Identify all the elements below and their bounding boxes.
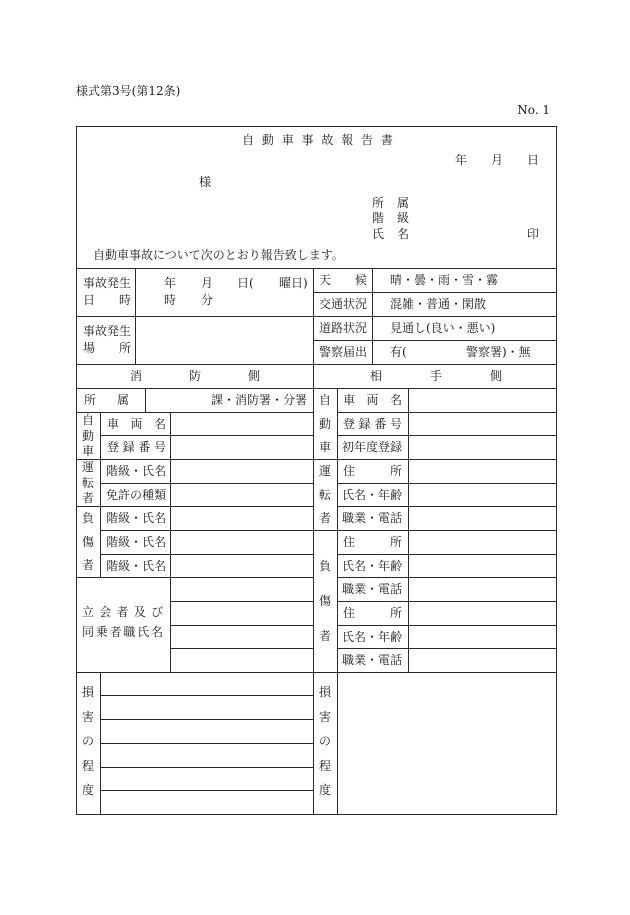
other-first-registration-label: 初 年 度 登 録 xyxy=(342,440,403,454)
other-side-header: 相 手 側 xyxy=(370,369,502,383)
traffic-label: 交 通 状 況 xyxy=(319,297,368,311)
other-driver-job-phone-label: 職 業 ・ 電 話 xyxy=(342,511,403,525)
other-injured-address-label: 住 所 xyxy=(343,606,402,620)
other-injured-job-phone-label: 職 業 ・ 電 話 xyxy=(342,653,403,667)
addressee-suffix: 様 xyxy=(199,175,212,189)
datetime-label-line1: 事故発生 xyxy=(83,276,132,290)
date-year: 年 xyxy=(455,153,468,167)
road-label: 道 路 状 況 xyxy=(319,321,368,335)
other-injured-group-label: 負 傷 者 xyxy=(318,558,331,644)
reporter-affiliation-label: 所 属 xyxy=(372,196,409,210)
seal-mark: 印 xyxy=(527,227,540,241)
other-vehicle-name-label: 車 両 名 xyxy=(343,393,402,407)
witness-label-line2: 同 乗 者 職 氏 名 xyxy=(82,625,163,639)
other-injured-name-age-label: 氏 名 ・ 年 齢 xyxy=(342,558,403,573)
other-driver-group-label: 運 転 者 xyxy=(318,463,331,526)
own-injured-rank-name-label: 階 級 ・ 氏 名 xyxy=(106,535,167,549)
datetime-minute: 分 xyxy=(201,293,214,307)
reporter-name-label: 氏 名 xyxy=(372,227,409,241)
other-registration-label: 登 録 番 号 xyxy=(343,416,402,431)
other-vehicle-group-label: 自 動 車 xyxy=(318,392,331,455)
form-number: 様式第3号(第12条) xyxy=(76,84,181,98)
own-vehicle-group-label: 自 動 車 xyxy=(81,412,94,459)
datetime-year: 年 xyxy=(164,276,177,290)
datetime-hour: 時 xyxy=(164,293,177,307)
other-injured-job-phone-label: 職 業 ・ 電 話 xyxy=(342,582,403,596)
own-side-header: 消 防 側 xyxy=(130,369,260,383)
intro-text: 自動車事故について次のとおり報告致します。 xyxy=(93,248,344,262)
own-affiliation-label: 所 属 xyxy=(84,393,129,407)
datetime-weekday: 曜日) xyxy=(279,276,308,290)
other-damage-label: 損 害 の 程 度 xyxy=(318,685,331,798)
road-options: 見通し(良い・悪い) xyxy=(390,321,496,335)
own-registration-label: 登 録 番 号 xyxy=(107,440,166,454)
own-driver-group-label: 運 転 者 xyxy=(81,459,94,506)
own-damage-label: 損 害 の 程 度 xyxy=(81,685,94,798)
other-driver-name-age-label: 氏 名 ・ 年 齢 xyxy=(342,487,403,502)
own-injured-rank-name-label: 階 級 ・ 氏 名 xyxy=(106,511,167,525)
own-affiliation-value: 課・消防署・分署 xyxy=(210,393,307,407)
report-title: 自 動 車 事 故 報 告 書 xyxy=(242,133,393,147)
own-vehicle-name-label: 車 両 名 xyxy=(107,416,166,431)
weather-options: 晴・曇・雨・雪・霧 xyxy=(390,273,499,287)
place-label-line1: 事故発生 xyxy=(83,324,132,338)
police-label: 警 察 届 出 xyxy=(319,345,368,359)
own-injured-group-label: 負 傷 者 xyxy=(81,510,94,573)
place-label-line2: 場 所 xyxy=(83,341,131,355)
other-driver-address-label: 住 所 xyxy=(343,464,402,478)
date-month: 月 xyxy=(491,153,504,167)
own-license-type-label: 免 許 の 種 類 xyxy=(106,487,167,502)
witness-label-line1: 立 会 者 及 び xyxy=(82,604,163,619)
reporter-rank-label: 階 級 xyxy=(372,211,409,225)
date-day: 日 xyxy=(527,153,540,167)
police-option-station-no: 警察署)・無 xyxy=(466,345,531,359)
traffic-options: 混雑・普通・閑散 xyxy=(390,297,487,311)
document-number: No. 1 xyxy=(517,103,550,117)
weather-label: 天 候 xyxy=(319,273,367,287)
datetime-label-line2: 日 時 xyxy=(83,293,131,307)
datetime-month: 月 xyxy=(201,276,214,290)
own-injured-rank-name-label: 階 級 ・ 氏 名 xyxy=(106,558,167,573)
datetime-day: 日( xyxy=(237,276,254,290)
other-injured-name-age-label: 氏 名 ・ 年 齢 xyxy=(342,629,403,644)
police-option-yes: 有( xyxy=(390,345,407,359)
other-injured-address-label: 住 所 xyxy=(343,535,402,549)
own-driver-rank-name-label: 階 級 ・ 氏 名 xyxy=(106,464,167,478)
